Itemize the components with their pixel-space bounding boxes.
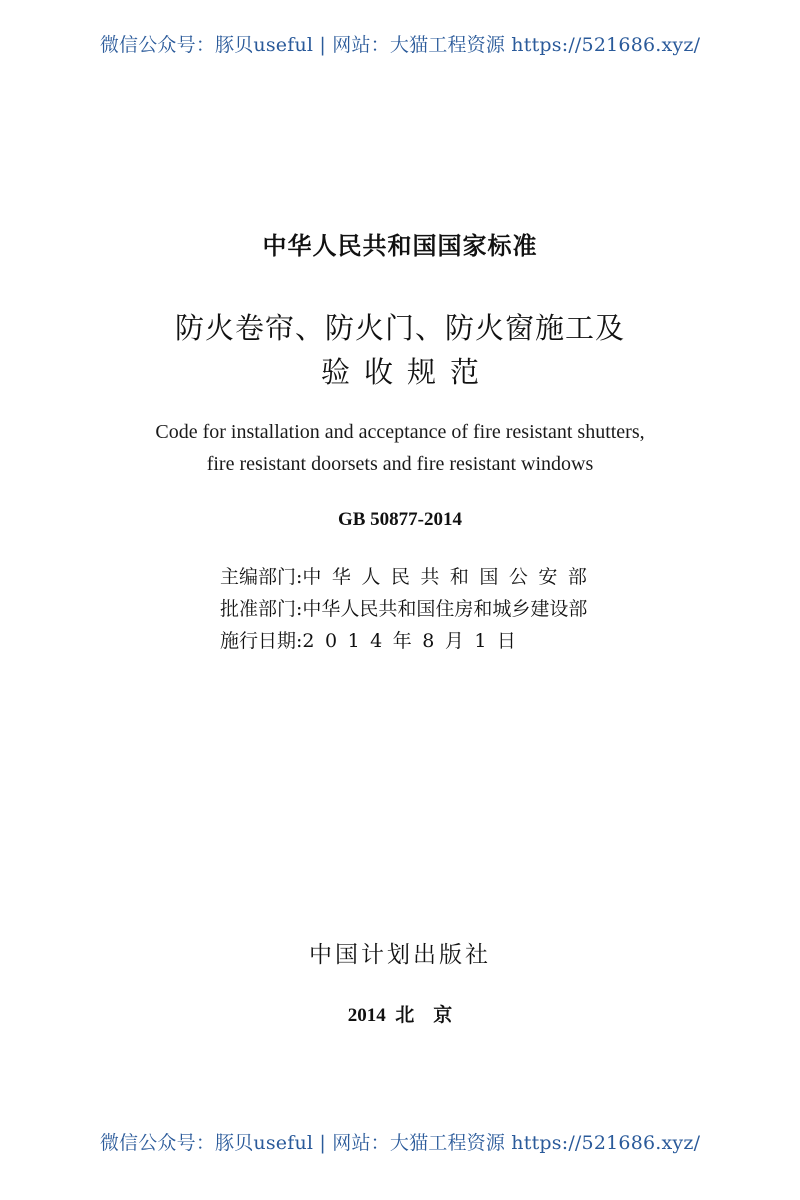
meta-chief-editor	[220, 562, 640, 589]
watermark-bottom: 微信公众号：豚贝useful | 网站：大猫工程资源 https://521686.xyz/	[99, 1132, 701, 1154]
title-english-line1: Code for installation and acceptance of fire resistant shutters,	[155, 421, 645, 443]
meta-value: 2014年8月1日	[302, 630, 527, 652]
meta-approval-department	[220, 594, 640, 621]
watermark-top: 微信公众号：豚贝useful | 网站：大猫工程资源 https://521686.xyz/	[99, 34, 701, 56]
title-english-line2: fire resistant doorsets and fire resistant windows	[206, 453, 594, 475]
meta-label: 施行日期:	[220, 630, 303, 652]
meta-value: 中华人民共和国公安部	[302, 566, 598, 588]
title-chinese-line1: 防火卷帘、防火门、防火窗施工及	[174, 311, 625, 345]
standard-type-heading: 中华人民共和国国家标准	[262, 232, 538, 260]
meta-effective-date	[220, 626, 640, 653]
publication-year-place: 2014 北 京	[347, 1005, 453, 1026]
publisher-name: 中国计划出版社	[309, 942, 491, 968]
meta-label: 主编部门:	[220, 566, 303, 588]
meta-label: 批准部门:	[220, 598, 303, 620]
title-chinese-line2: 验收规范	[320, 355, 493, 389]
standard-code-number: GB 50877-2014	[337, 509, 463, 530]
meta-value: 中华人民共和国住房和城乡建设部	[302, 598, 588, 620]
